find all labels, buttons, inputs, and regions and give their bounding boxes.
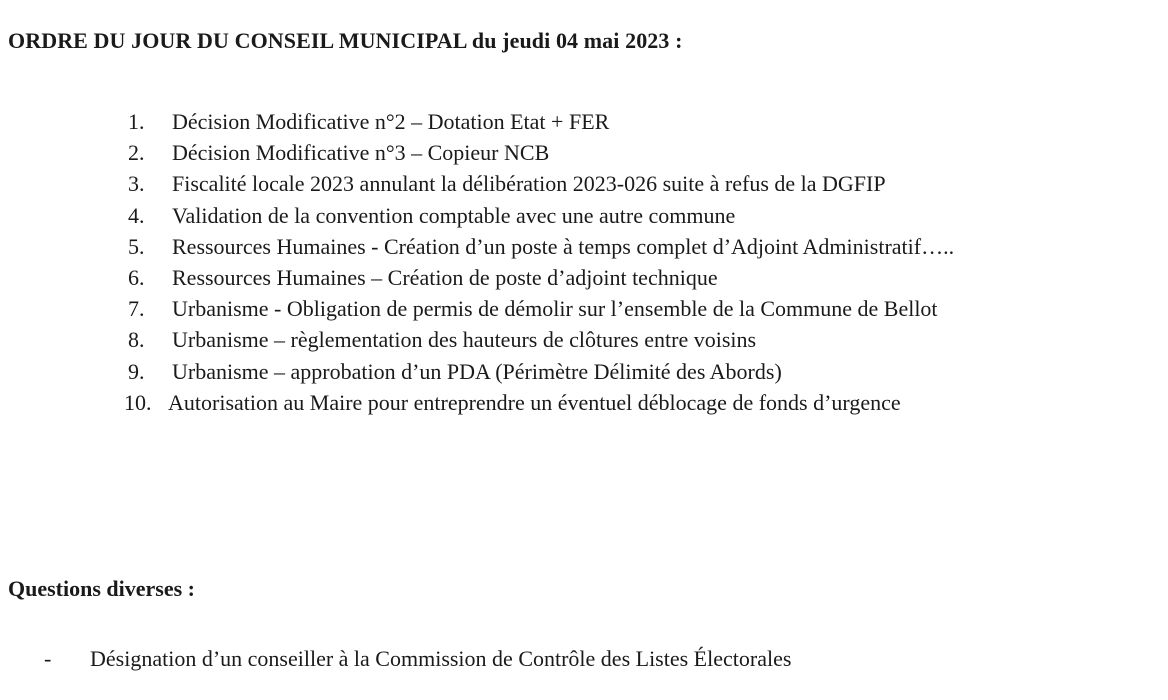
agenda-item-text: Décision Modificative n°2 – Dotation Etat + FER bbox=[172, 109, 610, 134]
agenda-item-text: Urbanisme – approbation d’un PDA (Périmètre Délimité des Abords) bbox=[172, 358, 782, 384]
agenda-item bbox=[128, 106, 954, 137]
agenda-item-number: 1. bbox=[128, 109, 145, 134]
agenda-item bbox=[128, 231, 954, 262]
agenda-item-text: Urbanisme - Obligation de permis de démolir sur l’ensemble de la Commune de Bellot bbox=[172, 296, 938, 322]
dash-bullet: - bbox=[44, 646, 52, 671]
agenda-item-text: Validation de la convention comptable avec une autre commune bbox=[172, 202, 736, 228]
questions-list bbox=[44, 644, 791, 674]
agenda-item-text: Décision Modificative n°3 – Copieur NCB bbox=[172, 140, 550, 166]
agenda-item-number: 10. bbox=[124, 389, 152, 415]
page-title: ORDRE DU JOUR DU CONSEIL MUNICIPAL du jeudi 04 mai 2023 : bbox=[8, 28, 683, 53]
agenda-item-text: Fiscalité locale 2023 annulant la délibération 2023-026 suite à refus de la DGFIP bbox=[172, 171, 886, 197]
agenda-item bbox=[128, 262, 954, 293]
agenda-item bbox=[128, 324, 954, 355]
question-item-text: Désignation d’un conseiller à la Commission de Contrôle des Listes Électorales bbox=[90, 646, 792, 671]
agenda-list bbox=[124, 106, 955, 418]
agenda-item-text: Ressources Humaines – Création de poste d’adjoint technique bbox=[172, 264, 718, 290]
agenda-item-number: 9. bbox=[128, 358, 145, 384]
question-item bbox=[44, 644, 791, 674]
agenda-item-number: 3. bbox=[128, 171, 145, 197]
agenda-item-number: 2. bbox=[128, 140, 145, 166]
agenda-item-number: 6. bbox=[128, 264, 145, 290]
agenda-item bbox=[124, 387, 954, 418]
agenda-item bbox=[128, 168, 954, 199]
questions-diverses-heading: Questions diverses : bbox=[8, 576, 195, 601]
agenda-item-text: Autorisation au Maire pour entreprendre un éventuel déblocage de fonds d’urgence bbox=[168, 389, 901, 415]
agenda-item bbox=[128, 356, 954, 387]
agenda-item bbox=[128, 293, 954, 324]
agenda-item-text: Ressources Humaines - Création d’un poste à temps complet d’Adjoint Administratif….. bbox=[172, 233, 955, 259]
agenda-item bbox=[128, 137, 954, 168]
agenda-item-number: 7. bbox=[128, 296, 145, 322]
agenda-item-number: 4. bbox=[128, 202, 145, 228]
agenda-item-text: Urbanisme – règlementation des hauteurs de clôtures entre voisins bbox=[172, 327, 757, 353]
agenda-item-number: 5. bbox=[128, 233, 145, 259]
agenda-item bbox=[128, 200, 954, 231]
agenda-item-number: 8. bbox=[128, 327, 145, 353]
